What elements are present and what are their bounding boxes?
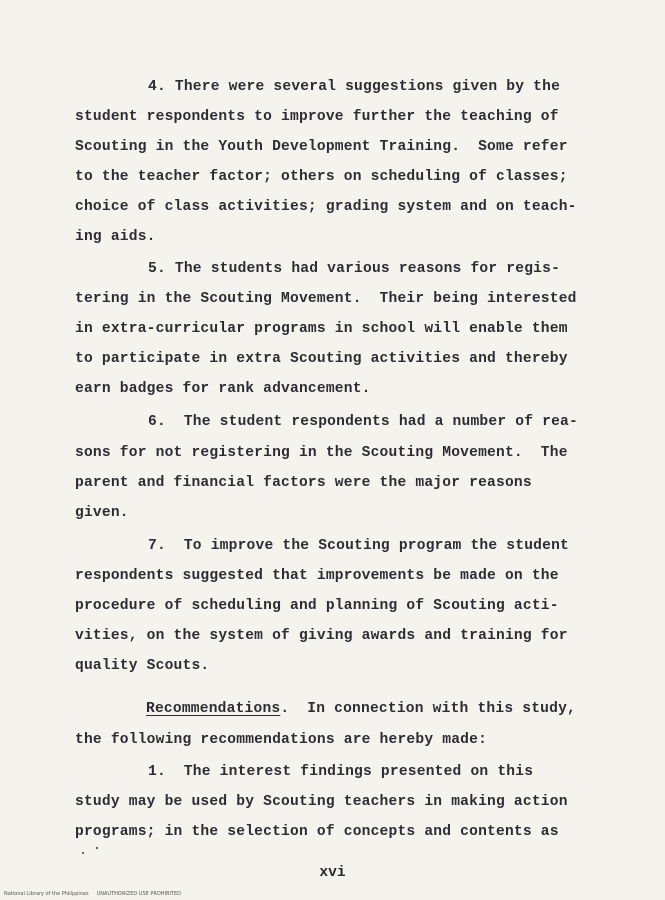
stray-mark xyxy=(82,852,84,854)
page-number: xvi xyxy=(319,865,346,881)
stray-mark xyxy=(96,847,98,849)
para-5-line-5: earn badges for rank advancement. xyxy=(75,381,371,397)
rec-1-line-2: study may be used by Scouting teachers in making action xyxy=(75,794,568,810)
rec-1-line-3: programs; in the selection of concepts and contents as xyxy=(75,824,559,840)
recommendations-heading: Recommendations xyxy=(146,701,281,717)
recommendations-line-1 xyxy=(146,699,576,719)
para-7-line-3: procedure of scheduling and planning of Scouting acti- xyxy=(75,598,559,614)
para-4-line-1: 4. There were several suggestions given by the xyxy=(148,79,561,95)
para-6-line-1: 6. The student respondents had a number of rea- xyxy=(148,414,578,430)
recommendations-intro: . In connection with this study, xyxy=(280,701,576,717)
para-5-line-1: 5. The students had various reasons for regis- xyxy=(148,261,561,277)
para-7-line-2: respondents suggested that improvements be made on the xyxy=(75,568,559,584)
para-7-line-5: quality Scouts. xyxy=(75,658,210,674)
para-4-line-5: choice of class activities; grading system and on teach- xyxy=(75,199,577,215)
footer-watermark: National Library of the Philippines UNAUTHORIZED USE PROHIBITED xyxy=(4,891,181,897)
para-7-line-4: vities, on the system of giving awards and training for xyxy=(75,628,568,644)
para-6-line-2: sons for not registering in the Scouting Movement. The xyxy=(75,445,568,461)
para-6-line-4: given. xyxy=(75,505,129,521)
para-5-line-3: in extra-curricular programs in school will enable them xyxy=(75,321,568,337)
para-7-line-1: 7. To improve the Scouting program the student xyxy=(148,538,570,554)
para-6-line-3: parent and financial factors were the major reasons xyxy=(75,475,532,491)
para-5-line-2: tering in the Scouting Movement. Their being interested xyxy=(75,291,577,307)
rec-1-line-1: 1. The interest findings presented on this xyxy=(148,764,534,780)
recommendations-line-2: the following recommendations are hereby made: xyxy=(75,732,488,748)
para-4-line-2: student respondents to improve further the teaching of xyxy=(75,109,559,125)
para-4-line-3: Scouting in the Youth Development Training. Some refer xyxy=(75,139,568,155)
para-4-line-4: to the teacher factor; others on scheduling of classes; xyxy=(75,169,568,185)
para-5-line-4: to participate in extra Scouting activities and thereby xyxy=(75,351,568,367)
para-4-line-6: ing aids. xyxy=(75,229,156,245)
